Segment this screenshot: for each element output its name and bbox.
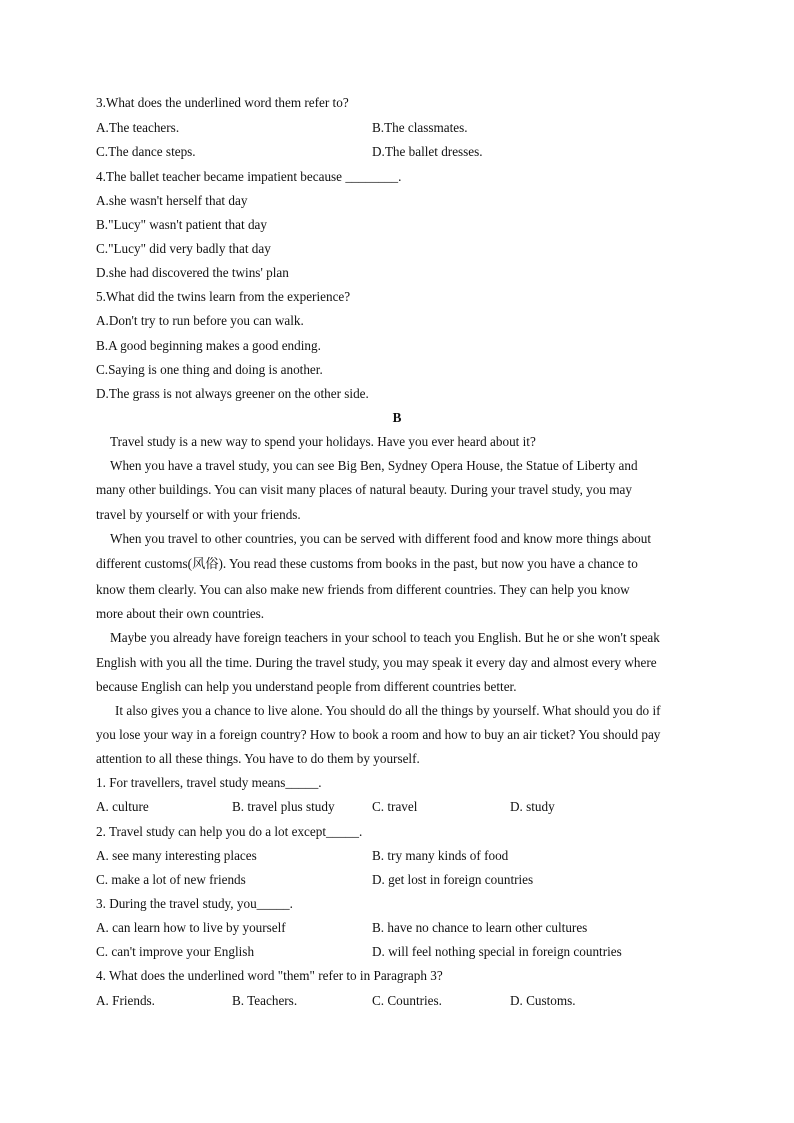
option-a: A.The teachers. [96,120,180,135]
passage-line: you lose your way in a foreign country? How to book a room and how to buy an air ticket? You should pay [96,727,661,742]
passage-line: When you have a travel study, you can see Big Ben, Sydney Opera House, the Statue of Liberty and [110,458,638,473]
option-d: D.The grass is not always greener on the other side. [96,386,369,401]
option-c: C. travel [372,799,418,814]
option-a: A.she wasn't herself that day [96,193,248,208]
question-b1-options [96,797,706,817]
passage-line: travel by yourself or with your friends. [96,507,301,522]
passage-line: many other buildings. You can visit many places of natural beauty. During your travel study, you may [96,482,632,497]
passage-line: different customs(风俗). You read these customs from books in the past, but now you have a chance to [96,556,638,571]
section-b-heading: B [392,410,402,425]
question-b3-options-row2 [96,942,706,962]
passage-line: because English can help you understand people from different countries better. [96,679,517,694]
question-b3-stem: 3. During the travel study, you_____. [96,896,293,911]
option-c: C. make a lot of new friends [96,872,246,887]
option-a: A. can learn how to live by yourself [96,920,286,935]
option-b: B. try many kinds of food [372,848,509,863]
question-a3-stem: 3.What does the underlined word them refer to? [96,95,349,110]
option-c: C. Countries. [372,993,442,1008]
option-b: B. travel plus study [232,799,335,814]
passage-line: Maybe you already have foreign teachers in your school to teach you English. But he or she won't speak [110,630,660,645]
option-d: D. study [510,799,555,814]
passage-line: Travel study is a new way to spend your holidays. Have you ever heard about it? [110,434,536,449]
option-d: D.The ballet dresses. [372,144,483,159]
option-d: D. will feel nothing special in foreign countries [372,944,622,959]
option-a: A.Don't try to run before you can walk. [96,313,304,328]
option-c: C."Lucy" did very badly that day [96,241,271,256]
question-a5-stem: 5.What did the twins learn from the experience? [96,289,351,304]
option-b: B. Teachers. [232,993,298,1008]
option-d: D. Customs. [510,993,576,1008]
question-b4-stem: 4. What does the underlined word "them" refer to in Paragraph 3? [96,968,443,983]
passage-line: more about their own countries. [96,606,265,621]
option-a: A. see many interesting places [96,848,257,863]
question-b2-stem: 2. Travel study can help you do a lot except_____. [96,824,363,839]
option-c: C.Saying is one thing and doing is another. [96,362,323,377]
option-b: B. have no chance to learn other cultures [372,920,588,935]
option-a: A. culture [96,799,149,814]
passage-line: When you travel to other countries, you can be served with different food and know more things about [110,531,652,546]
option-c: C. can't improve your English [96,944,255,959]
question-b4-options [96,991,706,1011]
option-b: B.A good beginning makes a good ending. [96,338,321,353]
question-a3-options-row1 [96,118,706,138]
passage-line: know them clearly. You can also make new friends from different countries. They can help you know [96,582,630,597]
question-b2-options-row1 [96,846,706,866]
question-a3-options-row2 [96,142,706,162]
option-b: B."Lucy" wasn't patient that day [96,217,267,232]
passage-line: It also gives you a chance to live alone. You should do all the things by yourself. What should you do if [115,703,661,718]
option-d: D. get lost in foreign countries [372,872,534,887]
passage-line: attention to all these things. You have to do them by yourself. [96,751,420,766]
question-b1-stem: 1. For travellers, travel study means_____. [96,775,322,790]
option-c: C.The dance steps. [96,144,196,159]
option-a: A. Friends. [96,993,155,1008]
question-b2-options-row2 [96,870,706,890]
option-d: D.she had discovered the twins' plan [96,265,289,280]
question-a4-stem: 4.The ballet teacher became impatient because ________. [96,169,402,184]
passage-line: English with you all the time. During the travel study, you may speak it every day and almost every where [96,655,657,670]
question-b3-options-row1 [96,918,706,938]
option-b: B.The classmates. [372,120,468,135]
